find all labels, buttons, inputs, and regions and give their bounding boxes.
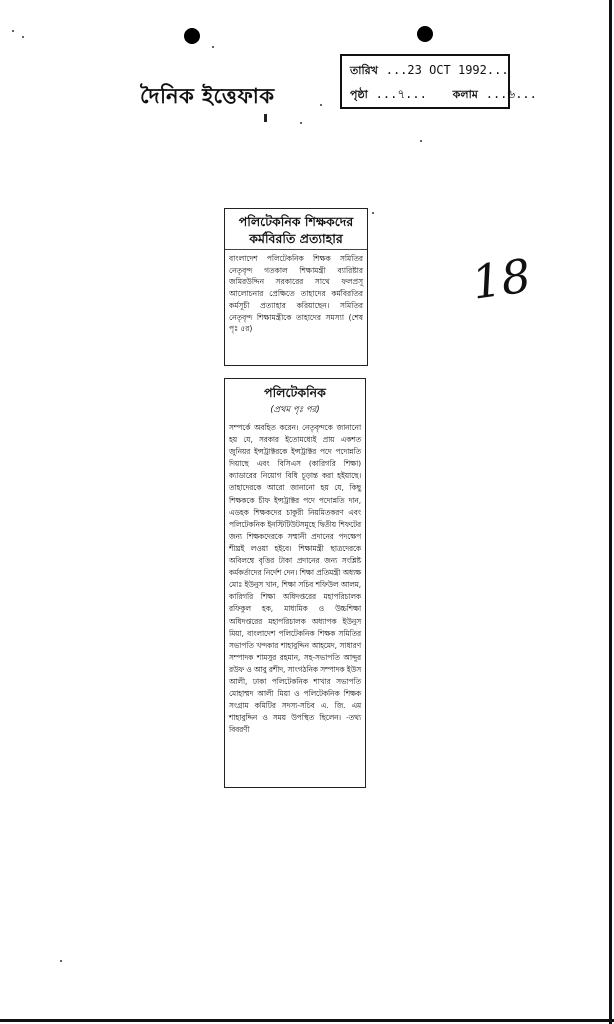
masthead-mark: [264, 114, 267, 122]
article-body: [225, 250, 367, 338]
stamp-column-value: ...৬...: [485, 87, 537, 101]
stamp-page-row: [350, 86, 537, 106]
article-body-text: বাংলাদেশ পলিটেকনিক শিক্ষক সমিতির নেতৃবৃন্দ গতকাল শিক্ষামন্ত্রী ব্যারিষ্টার জমিরউদ্দিন সরকারের সাথে ফলপ্রসূ আলোচনার প্রেক্ষিতে তাহাদের কর্মবিরতির কর্মসূচী প্রত্যাহার করিয়াছেন। সমিতির নেতৃবৃন্দ শিক্ষামন্ত্রীকে তাহাদের সমস্যা (শেষ পৃঃ ৫র): [229, 254, 363, 334]
article-headline: পলিটেকনিক শিক্ষকদের কর্মবিরতি প্রত্যাহার: [225, 209, 367, 250]
page-right-edge: [609, 0, 612, 1024]
stamp-date-row: [350, 62, 509, 81]
punch-hole-right: [417, 26, 433, 42]
continuation-body-text: সম্পর্কে অবহিত করেন। নেতৃবৃন্দকে জানানো হয় যে, সরকার ইতোমধ্যেই প্রায় একশত জুনিয়র ইন্সট্রাক্টরকে ইন্সট্রাক্টর পদে পদোন্নতি দিয়াছে এবং বিসিএস (কারিগরি শিক্ষা) ক্যাডারের নিয়োগ বিধি চূড়ান্ত করা হইয়াছে। তাহাদেরকে আরো জানানো হয় যে, কিছু শিক্ষককে চীফ ইন্সট্রাক্টর পদে পদোন্নতি দান, এডহক শিক্ষকদের চাকুরী নিয়মিতকরণ এবং পলিটেকনিক ইনস্টিটিউটসমূহে দ্বিতীয় শিফটের জন্য শিক্ষকদেরকে সম্মানী প্রদানের পদক্ষেপ শীঘ্রই লওয়া হইবে। শিক্ষামন্ত্রী ছাত্রদেরকে অবিলম্বে বৃত্তির টাকা প্রদানের জন্য সংশ্লিষ্ট কর্মকর্তাদের নির্দেশ দেন। শিক্ষা প্রতিমন্ত্রী অধ্যক্ষ মোঃ ইউনুস খান, শিক্ষা সচিব শফিউল আলম, কারিগরি শিক্ষা অধিদপ্তরের মহাপরিচালক রফিকুল হক, মাধ্যমিক ও উচ্চশিক্ষা অধিদপ্তরের মহাপরিচালক অধ্যাপক ইউনুস মিয়া, বাংলাদেশ পলিটেকনিক শিক্ষক সমিতির সভাপতি খন্দকার শাহাবুদ্দিন আহমেদ, সাধারণ সম্পাদক শামসুর রহমান, সহ-সভাপতি আব্দুর রউফ ও আবু রশীদ, সাংগঠনিক সম্পাদক ইউস আলী, ঢাকা পলিটেকনিক শাখার সভাপতি মোহাম্মদ আলী মিয়া ও পলিটেকনিক শিক্ষক সংগ্রাম কমিটির সদস্য-সচিব এ. জি. এম শাহাবুদ্দিন ও সময় উপস্থিত ছিলেন। -তথ্য বিবরণী: [229, 423, 361, 735]
page-bottom-edge: [0, 1019, 614, 1022]
punch-hole-left: [184, 28, 200, 44]
stamp-date-label: তারিখ: [350, 64, 378, 77]
continuation-body: [225, 419, 365, 739]
archive-date-stamp: [340, 54, 537, 109]
stamp-column-label: কলাম: [452, 88, 478, 101]
stamp-page-label: পৃষ্ঠা: [350, 88, 368, 101]
stamp-date-value: ...23 OCT 1992...: [385, 63, 509, 77]
news-clipping-main: [224, 208, 368, 366]
newspaper-masthead: দৈনিক ইত্তেফাক: [140, 84, 275, 108]
continuation-headline: পলিটেকনিক: [264, 385, 326, 400]
continued-from-label: (প্রথম পৃঃ পর): [270, 405, 320, 415]
news-clipping-continuation: [224, 378, 366, 788]
stamp-page-value: ...৭...: [375, 87, 427, 101]
handwritten-page-number: 18: [468, 248, 535, 310]
